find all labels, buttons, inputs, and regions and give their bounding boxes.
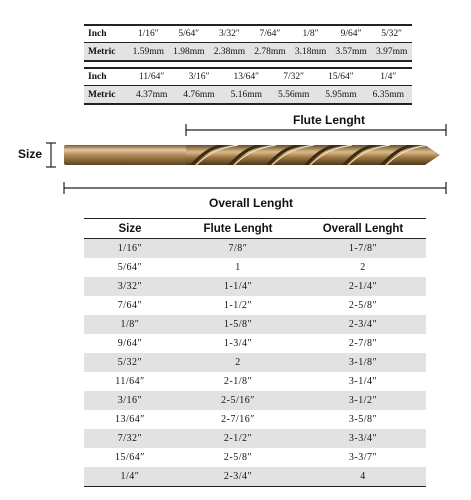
inch-value: 15/64″ bbox=[317, 68, 364, 86]
table-row bbox=[84, 277, 426, 296]
overall-length-cell: 3-1/4″ bbox=[300, 372, 426, 391]
flute-length-cell: 1-3/4″ bbox=[176, 334, 300, 353]
size-cell: 3/16″ bbox=[84, 391, 176, 410]
size-cell: 7/32″ bbox=[84, 429, 176, 448]
overall-length-cell: 3-3/4″ bbox=[300, 429, 426, 448]
flute-length-label: Flute Lenght bbox=[293, 113, 365, 127]
flute-length-column-header: Flute Lenght bbox=[176, 219, 300, 239]
flute-length-cell: 2-1/8″ bbox=[176, 372, 300, 391]
overall-length-cell: 2-7/8″ bbox=[300, 334, 426, 353]
table-row bbox=[84, 410, 426, 429]
metric-value: 3.18mm bbox=[290, 43, 331, 62]
flute-length-cell: 2-5/8″ bbox=[176, 448, 300, 467]
inch-value: 3/16″ bbox=[175, 68, 222, 86]
inch-value: 5/64″ bbox=[169, 25, 210, 43]
table-row bbox=[84, 372, 426, 391]
metric-row-label: Metric bbox=[84, 43, 128, 62]
overall-length-cell: 2-1/4″ bbox=[300, 277, 426, 296]
size-cell: 15/64″ bbox=[84, 448, 176, 467]
overall-length-cell: 4 bbox=[300, 467, 426, 487]
overall-length-cell: 3-1/8″ bbox=[300, 353, 426, 372]
overall-length-cell: 2-3/4″ bbox=[300, 315, 426, 334]
metric-row-label: Metric bbox=[84, 86, 128, 105]
metric-value: 2.78mm bbox=[250, 43, 291, 62]
table-row bbox=[84, 258, 426, 277]
metric-value: 1.98mm bbox=[169, 43, 210, 62]
metric-value: 4.76mm bbox=[175, 86, 222, 105]
spec-header-row bbox=[84, 219, 426, 239]
metric-value: 5.95mm bbox=[317, 86, 364, 105]
overall-length-cell: 3-5/8″ bbox=[300, 410, 426, 429]
flute-length-cell: 2-7/16″ bbox=[176, 410, 300, 429]
inch-value: 1/8″ bbox=[290, 25, 331, 43]
size-cell: 7/64″ bbox=[84, 296, 176, 315]
size-cell: 5/64″ bbox=[84, 258, 176, 277]
inch-value: 7/32″ bbox=[270, 68, 317, 86]
size-cell: 1/4″ bbox=[84, 467, 176, 487]
metric-value: 1.59mm bbox=[128, 43, 169, 62]
flute-length-cell: 7/8″ bbox=[176, 239, 300, 259]
inch-row-label: Inch bbox=[84, 25, 128, 43]
drill-size-spec-table bbox=[84, 218, 426, 487]
metric-value: 6.35mm bbox=[365, 86, 412, 105]
overall-length-cell: 3-1/2″ bbox=[300, 391, 426, 410]
table-row bbox=[84, 353, 426, 372]
drill-bit-diagram bbox=[0, 0, 471, 215]
size-dimension bbox=[46, 143, 56, 167]
metric-value: 2.38mm bbox=[209, 43, 250, 62]
inch-row-label: Inch bbox=[84, 68, 128, 86]
metric-value: 5.16mm bbox=[223, 86, 270, 105]
inch-value: 13/64″ bbox=[223, 68, 270, 86]
flute-length-cell: 1-1/2″ bbox=[176, 296, 300, 315]
overall-length-cell: 2-5/8″ bbox=[300, 296, 426, 315]
size-label: Size bbox=[18, 147, 43, 161]
flute-length-cell: 1-1/4″ bbox=[176, 277, 300, 296]
table-row bbox=[84, 467, 426, 487]
metric-value: 3.97mm bbox=[371, 43, 412, 62]
overall-length-column-header: Overall Lenght bbox=[300, 219, 426, 239]
table-row bbox=[84, 429, 426, 448]
flute-length-cell: 1 bbox=[176, 258, 300, 277]
inch-value: 11/64″ bbox=[128, 68, 175, 86]
metric-value: 5.56mm bbox=[270, 86, 317, 105]
size-cell: 1/16″ bbox=[84, 239, 176, 259]
overall-length-cell: 3-3/7″ bbox=[300, 448, 426, 467]
inch-value: 1/4″ bbox=[365, 68, 412, 86]
inch-value: 9/64″ bbox=[331, 25, 372, 43]
flute-length-cell: 2 bbox=[176, 353, 300, 372]
size-column-header: Size bbox=[84, 219, 176, 239]
inch-value: 1/16″ bbox=[128, 25, 169, 43]
table-row bbox=[84, 239, 426, 259]
inch-value: 5/32″ bbox=[371, 25, 412, 43]
metric-value: 4.37mm bbox=[128, 86, 175, 105]
table-row bbox=[84, 391, 426, 410]
size-cell: 13/64″ bbox=[84, 410, 176, 429]
size-cell: 11/64″ bbox=[84, 372, 176, 391]
drill-bit bbox=[64, 143, 440, 167]
table-row bbox=[84, 296, 426, 315]
size-cell: 5/32″ bbox=[84, 353, 176, 372]
flute-length-cell: 2-3/4″ bbox=[176, 467, 300, 487]
flute-length-cell: 2-5/16″ bbox=[176, 391, 300, 410]
table-row bbox=[84, 315, 426, 334]
flute-length-cell: 1-5/8″ bbox=[176, 315, 300, 334]
overall-length-label: Overall Lenght bbox=[209, 196, 294, 210]
inch-value: 7/64″ bbox=[250, 25, 291, 43]
size-cell: 3/32″ bbox=[84, 277, 176, 296]
overall-length-dimension bbox=[64, 182, 446, 194]
table-row bbox=[84, 334, 426, 353]
table-row bbox=[84, 448, 426, 467]
inch-value: 3/32″ bbox=[209, 25, 250, 43]
overall-length-cell: 1-7/8″ bbox=[300, 239, 426, 259]
overall-length-cell: 2 bbox=[300, 258, 426, 277]
drill-shank bbox=[64, 145, 188, 165]
metric-value: 3.57mm bbox=[331, 43, 372, 62]
flute-length-cell: 2-1/2″ bbox=[176, 429, 300, 448]
size-cell: 9/64″ bbox=[84, 334, 176, 353]
size-cell: 1/8″ bbox=[84, 315, 176, 334]
